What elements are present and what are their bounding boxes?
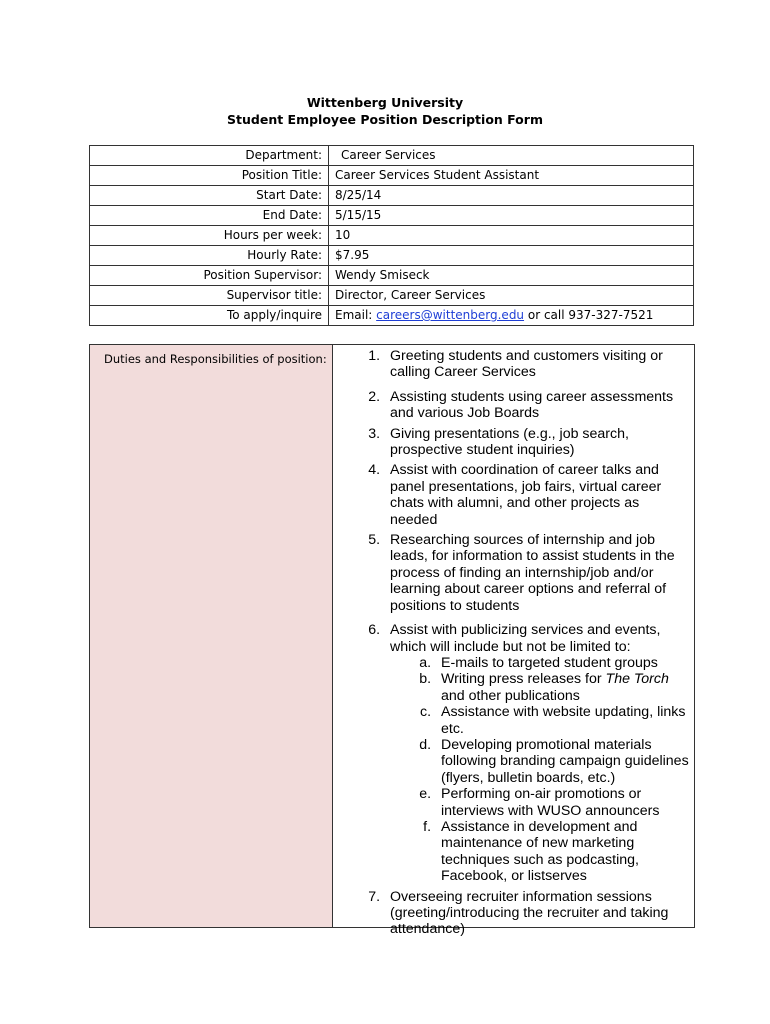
- position-title-label: Position Title:: [90, 166, 329, 186]
- department-value: Career Services: [329, 146, 694, 166]
- position-info-table: [89, 145, 694, 326]
- duty-item-text: Assist with publicizing services and events, which will include but not be limited to:: [390, 622, 661, 655]
- duty-item: 3. Giving presentations (e.g., job search, prospective student inquiries): [384, 426, 690, 459]
- duty-item: 1. Greeting students and customers visiting or calling Career Services: [384, 348, 690, 381]
- start-date-label: Start Date:: [90, 186, 329, 206]
- form-title: Student Employee Position Description Form: [227, 112, 543, 127]
- duty-item: [384, 622, 690, 885]
- position-title-value: Career Services Student Assistant: [329, 166, 694, 186]
- sub-item-text: and other publications: [441, 687, 580, 704]
- table-row: [90, 266, 694, 286]
- duty-item: 7. Overseeing recruiter information sessions (greeting/introducing the recruiter and taking attendance): [384, 889, 690, 938]
- table-row: [90, 166, 694, 186]
- hourly-rate-value: $7.95: [329, 246, 694, 266]
- hourly-rate-label: Hourly Rate:: [90, 246, 329, 266]
- sub-item-text: Writing press releases for: [441, 671, 606, 688]
- table-row: [90, 286, 694, 306]
- table-row: [90, 206, 694, 226]
- supervisor-title-label: Supervisor title:: [90, 286, 329, 306]
- table-row: [90, 246, 694, 266]
- sub-item: a. E-mails to targeted student groups: [435, 655, 690, 671]
- end-date-value: 5/15/15: [329, 206, 694, 226]
- apply-label: To apply/inquire: [90, 306, 329, 326]
- supervisor-title-value: Director, Career Services: [329, 286, 694, 306]
- duty-item: 4. Assist with coordination of career talks and panel presentations, job fairs, virtual career chats with alumni, and other projects as needed: [384, 462, 690, 528]
- duties-list-container: [333, 345, 694, 938]
- duties-section: [89, 344, 695, 938]
- sub-item: c. Assistance with website updating, links etc.: [435, 704, 690, 737]
- publicizing-sublist: [390, 655, 690, 885]
- duty-item: 2. Assisting students using career assessments and various Job Boards: [384, 389, 690, 422]
- newspaper-title: The Torch: [605, 671, 669, 688]
- position-supervisor-label: Position Supervisor:: [90, 266, 329, 286]
- end-date-label: End Date:: [90, 206, 329, 226]
- duties-list: [333, 348, 690, 938]
- email-link[interactable]: careers@wittenberg.edu: [376, 308, 525, 322]
- hours-per-week-label: Hours per week:: [90, 226, 329, 246]
- apply-value: [329, 306, 694, 326]
- sub-item: [435, 671, 690, 704]
- sub-item: e. Performing on-air promotions or interviews with WUSO announcers: [435, 786, 690, 819]
- sub-item: f. Assistance in development and maintenance of new marketing techniques such as podcasting, Facebook, or listserves: [435, 819, 690, 885]
- table-row: [90, 306, 694, 326]
- table-row: [90, 186, 694, 206]
- duty-item: 5. Researching sources of internship and job leads, for information to assist students in the process of finding an internship/job and/or learning about career options and referral of positions to students: [384, 532, 690, 614]
- apply-suffix: or call 937-327-7521: [524, 308, 654, 322]
- hours-per-week-value: 10: [329, 226, 694, 246]
- table-row: [90, 226, 694, 246]
- department-label: Department:: [90, 146, 329, 166]
- table-row: [90, 146, 694, 166]
- apply-prefix: Email:: [335, 308, 377, 322]
- sub-item: d. Developing promotional materials following branding campaign guidelines (flyers, bulletin boards, etc.): [435, 737, 690, 786]
- position-supervisor-value: Wendy Smiseck: [329, 266, 694, 286]
- start-date-value: 8/25/14: [329, 186, 694, 206]
- duties-label: Duties and Responsibilities of position:: [90, 345, 333, 927]
- university-name: Wittenberg University: [306, 95, 464, 110]
